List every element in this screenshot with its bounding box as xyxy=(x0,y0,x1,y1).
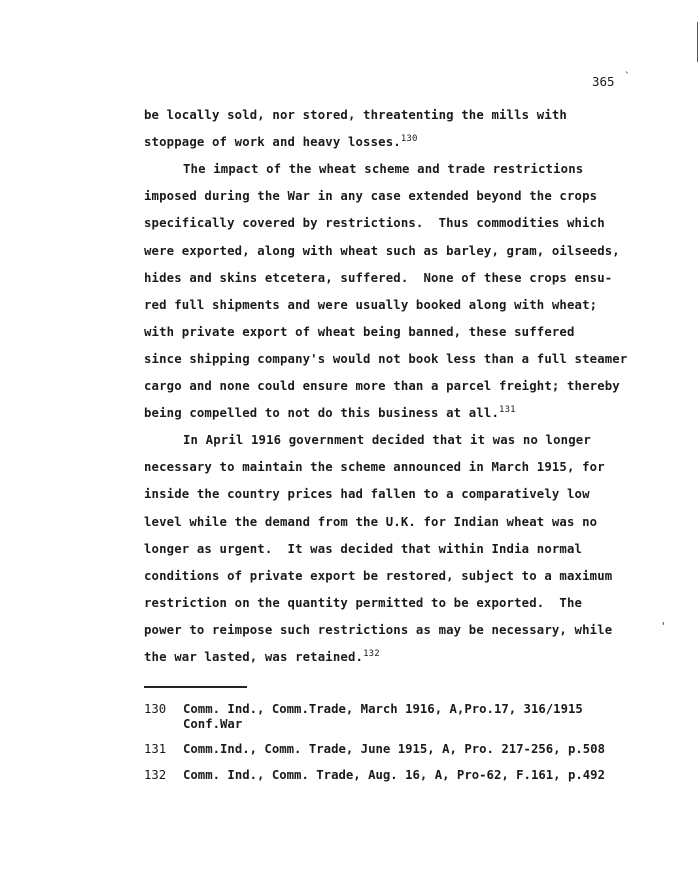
footnote-rule xyxy=(144,686,247,688)
footnote-number: 132 xyxy=(144,768,167,782)
line-text: The impact of the wheat scheme and trade restrictions xyxy=(183,162,584,177)
body-line xyxy=(144,135,418,149)
page-number: 365 xyxy=(592,74,615,89)
body-line xyxy=(144,460,605,474)
line-text: In April 1916 government decided that it was no longer xyxy=(183,433,591,448)
footnote-number: 130 xyxy=(144,702,167,716)
body-line xyxy=(183,433,591,447)
stray-mark: ` xyxy=(624,70,631,83)
body-line xyxy=(183,162,583,176)
body-line xyxy=(144,298,597,312)
line-text: the war lasted, was retained. xyxy=(144,650,364,664)
body-line xyxy=(144,569,612,583)
body-line xyxy=(144,379,620,393)
footnote-text: Comm. Ind., Comm.Trade, March 1916, A,Pro.17, 316/1915 xyxy=(183,702,583,716)
body-line xyxy=(144,108,567,122)
footnote-number: 131 xyxy=(144,742,167,756)
line-text: hides and skins etcetera, suffered. None of these crops ensu- xyxy=(144,270,613,285)
body-line xyxy=(144,271,612,285)
body-line xyxy=(144,650,380,664)
footnote-text: Comm.Ind., Comm. Trade, June 1915, A, Pro. 217-256, p.508 xyxy=(183,742,605,756)
line-text: be locally sold, nor stored, threatenting the mills with xyxy=(144,108,567,122)
line-text: conditions of private export be restored, subject to a maximum xyxy=(144,568,613,583)
body-line xyxy=(144,596,582,610)
body-line xyxy=(144,189,597,203)
line-text: stoppage of work and heavy losses. xyxy=(144,135,401,150)
body-line xyxy=(144,487,590,501)
line-text: power to reimpose such restrictions as may be necessary, while xyxy=(144,622,613,637)
footnote-reference: 131 xyxy=(499,405,516,416)
line-text: inside the country prices had fallen to a comparatively low xyxy=(144,487,590,502)
line-text: being compelled to not do this business at all. xyxy=(144,406,500,421)
line-text: were exported, along with wheat such as barley, gram, oilseeds, xyxy=(144,243,620,258)
scan-edge-mark xyxy=(697,22,698,62)
footnote-reference: 132 xyxy=(363,649,380,659)
body-line xyxy=(144,623,612,637)
body-line xyxy=(144,352,627,366)
body-line xyxy=(144,325,575,339)
line-text: longer as urgent. It was decided that within India normal xyxy=(144,541,583,556)
body-line xyxy=(144,406,516,420)
line-text: restriction on the quantity permitted to be exported. The xyxy=(144,595,583,610)
body-line xyxy=(144,244,620,258)
footnote-text: Conf.War xyxy=(183,717,243,731)
footnote-text: Comm. Ind., Comm. Trade, Aug. 16, A, Pro-62, F.161, p.492 xyxy=(183,768,605,782)
line-text: red full shipments and were usually booked along with wheat; xyxy=(144,297,598,312)
line-text: with private export of wheat being banned, these suffered xyxy=(144,324,575,339)
line-text: since shipping company's would not book less than a full steamer xyxy=(144,351,628,366)
line-text: specifically covered by restrictions. Thus commodities which xyxy=(144,216,605,231)
footnote-reference: 130 xyxy=(400,134,418,145)
body-line xyxy=(144,216,605,230)
body-line xyxy=(144,515,597,529)
line-text: imposed during the War in any case extended beyond the crops xyxy=(144,189,598,204)
line-text: cargo and none could ensure more than a parcel freight; thereby xyxy=(144,379,620,393)
line-text: necessary to maintain the scheme announced in March 1915, for xyxy=(144,460,605,475)
line-text: level while the demand from the U.K. for Indian wheat was no xyxy=(144,514,598,529)
stray-mark: ' xyxy=(660,620,667,633)
body-line xyxy=(144,542,582,556)
